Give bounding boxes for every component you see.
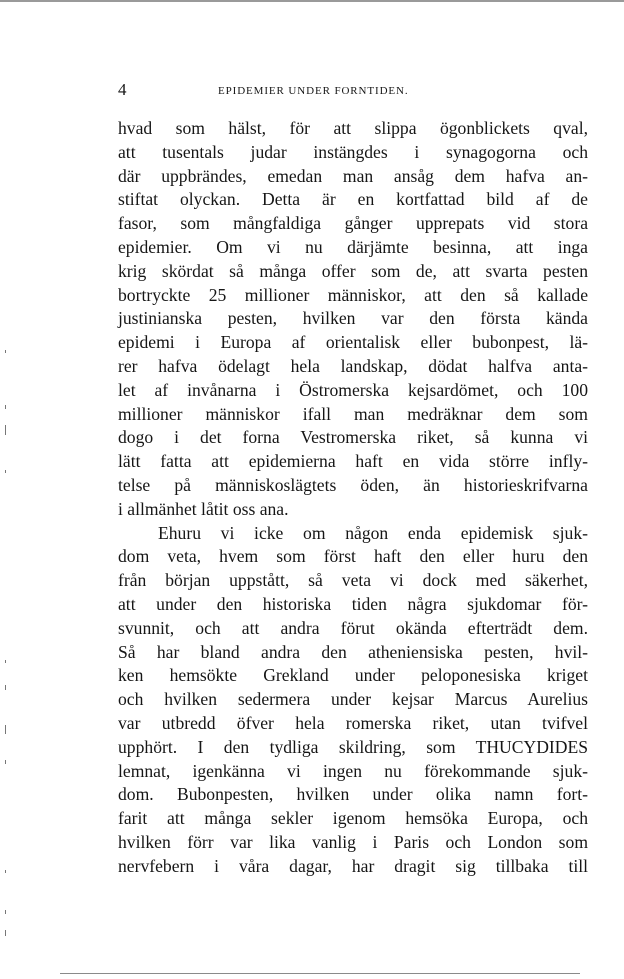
running-title: EPIDEMIER UNDER FORNTIDEN. <box>218 85 409 97</box>
text-line: bortryckte 25 millioner människor, att den så kallade <box>118 284 588 305</box>
page-number: 4 <box>118 80 127 99</box>
text-line: Ehuru vi icke om någon enda epidemisk sjuk- <box>158 522 588 543</box>
page-header <box>118 80 588 102</box>
text-line: hvad som hälst, för att slippa ögonblickets qval, <box>118 118 588 138</box>
text-line: krig skördat så många offer som de, att svarta pesten <box>118 260 588 281</box>
text-line: rer hafva ödelagt hela landskap, dödat halfva anta- <box>118 355 588 376</box>
text-line: nervfebern i våra dagar, har dragit sig tillbaka till <box>118 855 588 876</box>
text-line: dogo i det forna Vestromerska riket, så kunna vi <box>118 427 588 448</box>
text-line: millioner människor ifall man medräknar dem som <box>118 403 588 424</box>
text-line: att tusentals judar instängdes i synagogorna och <box>118 141 588 162</box>
text-line: fasor, som mångfaldiga gånger upprepats vid stora <box>118 213 588 234</box>
text-line: stiftat olyckan. Detta är en kortfattad bild af de <box>118 189 588 210</box>
text-line: från början uppstått, så veta vi dock med säkerhet, <box>118 570 588 591</box>
text-line: lätt fatta att epidemierna haft en vida större infly- <box>118 451 588 472</box>
text-line: lemnat, igenkänna vi ingen nu förekommande sjuk- <box>118 760 588 781</box>
text-line: där uppbrändes, emedan man ansåg dem hafva an- <box>118 165 588 186</box>
text-line: ken hemsökte Grekland under peloponesiska kriget <box>118 665 588 686</box>
text-line: dom. Bubonpesten, hvilken under olika namn fort- <box>118 784 588 805</box>
text-line: dom veta, hvem som först haft den eller huru den <box>118 546 588 567</box>
scan-margin-specks <box>5 330 9 950</box>
text-line: Så har bland andra den atheniensiska pesten, hvil- <box>118 641 588 662</box>
text-line: justinianska pesten, hvilken var den första kända <box>118 308 588 329</box>
text-line: var utbredd öfver hela romerska riket, utan tvifvel <box>118 712 588 733</box>
text-line: let af invånarna i Östromerska kejsardömet, och 100 <box>118 379 588 400</box>
paragraph-2 <box>118 522 588 879</box>
text-line: att under den historiska tiden några sjukdomar för- <box>118 593 588 614</box>
text-line: i allmänhet låtit oss ana. <box>118 498 289 519</box>
paragraph-1 <box>118 117 588 522</box>
body-text <box>118 117 588 879</box>
text-line: epidemier. Om vi nu därjämte besinna, att inga <box>118 236 588 257</box>
text-line: farit att många sekler igenom hemsöka Europa, och <box>118 808 588 829</box>
text-line: epidemi i Europa af orientalisk eller bubonpest, lä- <box>118 332 588 353</box>
text-line: telse på människoslägtets öden, än historieskrifvarna <box>118 474 588 495</box>
text-line: svunnit, och att andra förut okända efterträdt dem. <box>118 617 588 638</box>
top-edge-rule <box>0 0 624 2</box>
text-line: och hvilken sedermera under kejsar Marcus Aurelius <box>118 689 588 710</box>
text-line: hvilken förr var lika vanlig i Paris och London som <box>118 831 588 852</box>
bottom-edge-rule <box>60 973 580 974</box>
text-line: upphört. I den tydliga skildring, som THUCYDIDES <box>118 736 588 757</box>
